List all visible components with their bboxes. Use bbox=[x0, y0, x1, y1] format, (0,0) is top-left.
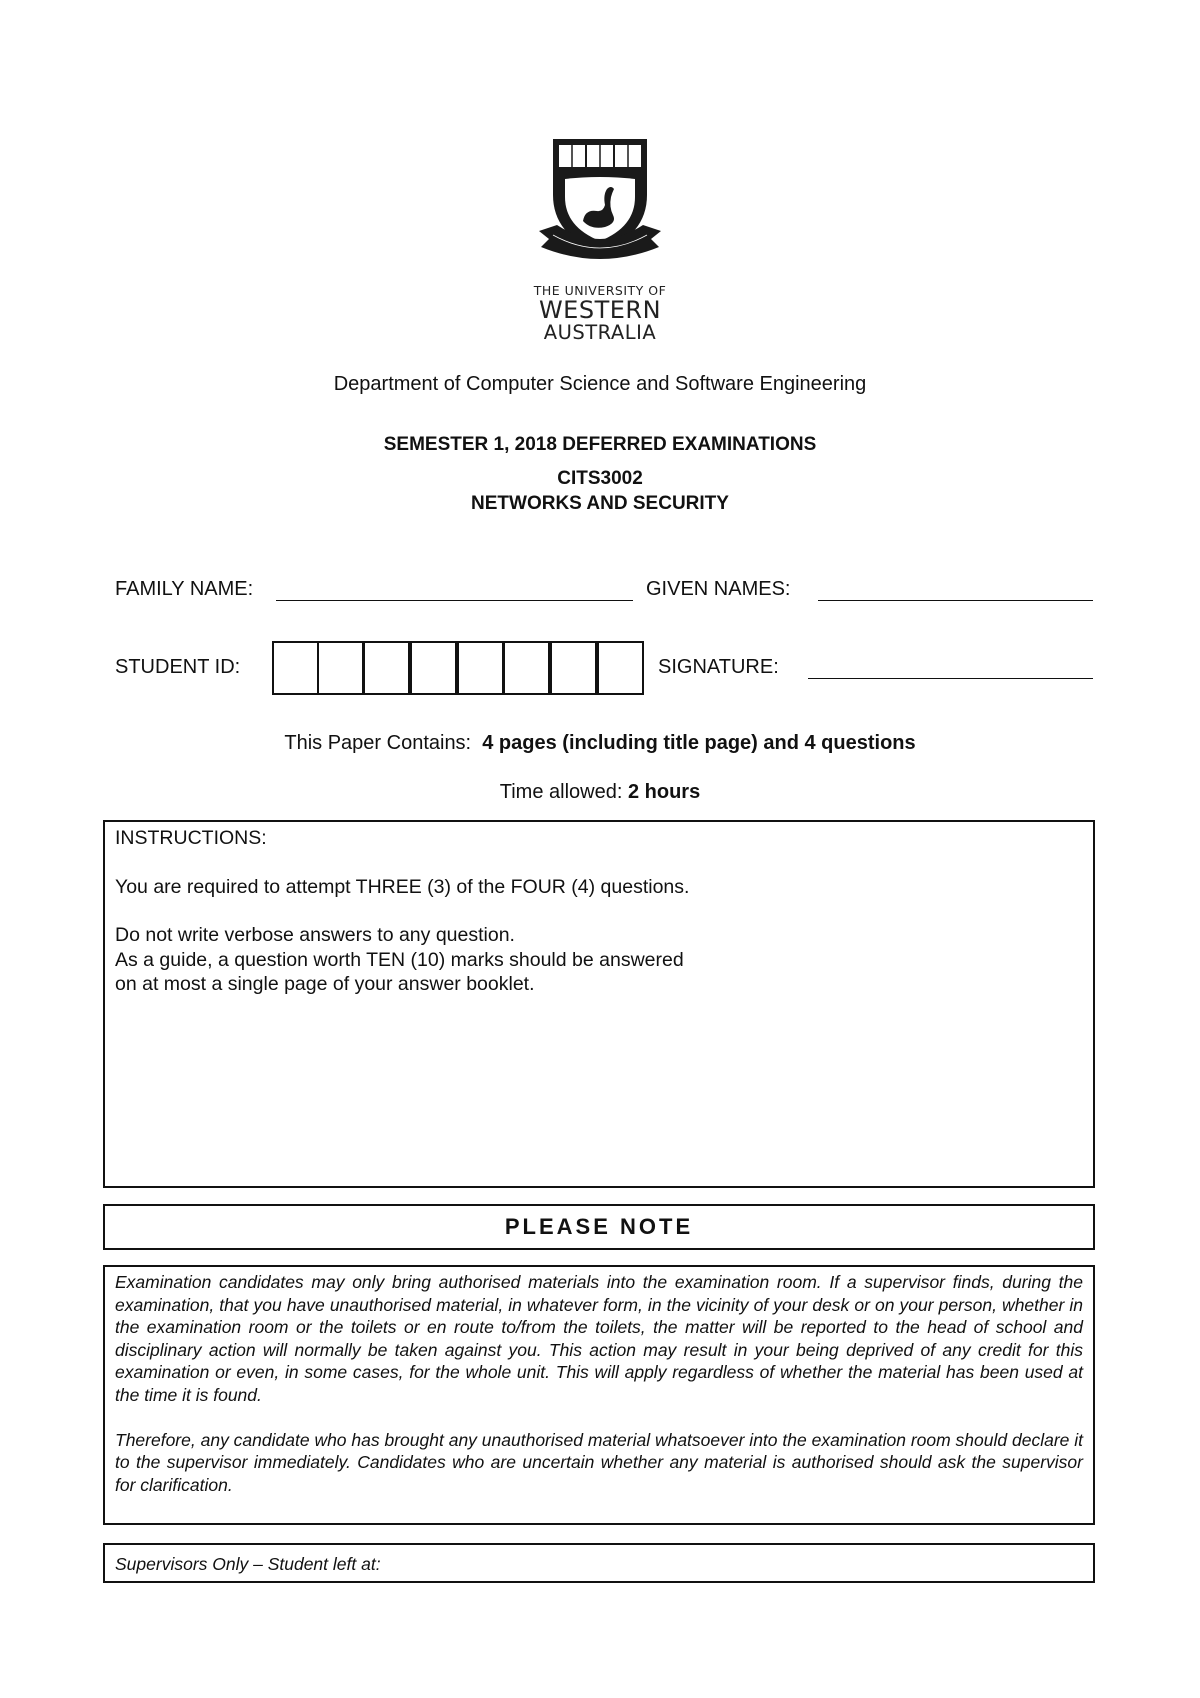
student-id-box[interactable] bbox=[317, 641, 364, 695]
instruction-line: As a guide, a question worth TEN (10) marks should be answered bbox=[115, 948, 684, 971]
paper-contains-label: This Paper Contains: bbox=[284, 732, 472, 754]
student-id-box[interactable] bbox=[363, 641, 410, 695]
supervisors-box bbox=[103, 1543, 1095, 1583]
signature-field[interactable] bbox=[808, 678, 1093, 679]
family-name-field[interactable] bbox=[276, 600, 633, 601]
signature-label: SIGNATURE: bbox=[658, 656, 779, 678]
instructions-box bbox=[103, 820, 1095, 1188]
given-names-field[interactable] bbox=[818, 600, 1093, 601]
wordmark-line-2: WESTERN bbox=[538, 296, 662, 324]
wordmark-line-1: THE UNIVERSITY OF bbox=[533, 283, 667, 298]
instruction-line: on at most a single page of your answer booklet. bbox=[115, 973, 535, 995]
student-id-box[interactable] bbox=[457, 641, 504, 695]
instructions-heading: INSTRUCTIONS: bbox=[115, 827, 267, 849]
student-id-box[interactable] bbox=[597, 641, 644, 695]
university-crest-logo bbox=[535, 135, 665, 265]
student-id-label: STUDENT ID: bbox=[115, 656, 241, 678]
supervisors-text: Supervisors Only – Student left at: bbox=[115, 1554, 381, 1574]
time-allowed bbox=[0, 781, 1200, 804]
unit-code: CITS3002 bbox=[557, 468, 643, 489]
note-paragraph: Examination candidates may only bring authorised materials into the examination room. If a supervisor finds, during the examination, that you have unauthorised material, in whatever form, in the vicinity of your desk or on your person, whether in the examination room or the toilets or en route to/from the toilets, the matter will be reported to the head of school and disciplinary action will normally be taken against you. This action may result in your being deprived of any credit for this examination or even, in some cases, for the whole unit. This will apply regardless of whether the material has been used at the time it is found. bbox=[115, 1272, 1083, 1405]
instruction-line: Do not write verbose answers to any question. bbox=[115, 924, 515, 946]
given-names-label: GIVEN NAMES: bbox=[646, 578, 791, 600]
exam-title: SEMESTER 1, 2018 DEFERRED EXAMINATIONS bbox=[383, 434, 817, 455]
student-id-box[interactable] bbox=[503, 641, 550, 695]
time-allowed-label: Time allowed: bbox=[499, 781, 623, 803]
student-id-box[interactable] bbox=[550, 641, 597, 695]
university-wordmark bbox=[520, 283, 680, 343]
student-id-box[interactable] bbox=[272, 641, 319, 695]
student-id-box[interactable] bbox=[410, 641, 457, 695]
time-allowed-value: 2 hours bbox=[627, 781, 701, 803]
paper-contains-value: 4 pages (including title page) and 4 questions bbox=[482, 732, 916, 754]
unit-name: NETWORKS AND SECURITY bbox=[471, 493, 729, 514]
instruction-line: You are required to attempt THREE (3) of the FOUR (4) questions. bbox=[115, 875, 690, 898]
note-paragraph: Therefore, any candidate who has brought any unauthorised material whatsoever into the examination room should declare it to the supervisor immediately. Candidates who are uncertain whether any material is authorised should ask the supervisor for clarification. bbox=[115, 1429, 1083, 1495]
please-note-box bbox=[103, 1265, 1095, 1525]
paper-contains bbox=[0, 732, 1200, 755]
please-note-heading: PLEASE NOTE bbox=[103, 1204, 1095, 1250]
family-name-label: FAMILY NAME: bbox=[115, 578, 254, 600]
department-name: Department of Computer Science and Software Engineering bbox=[333, 373, 867, 395]
wordmark-line-3: AUSTRALIA bbox=[543, 321, 657, 344]
